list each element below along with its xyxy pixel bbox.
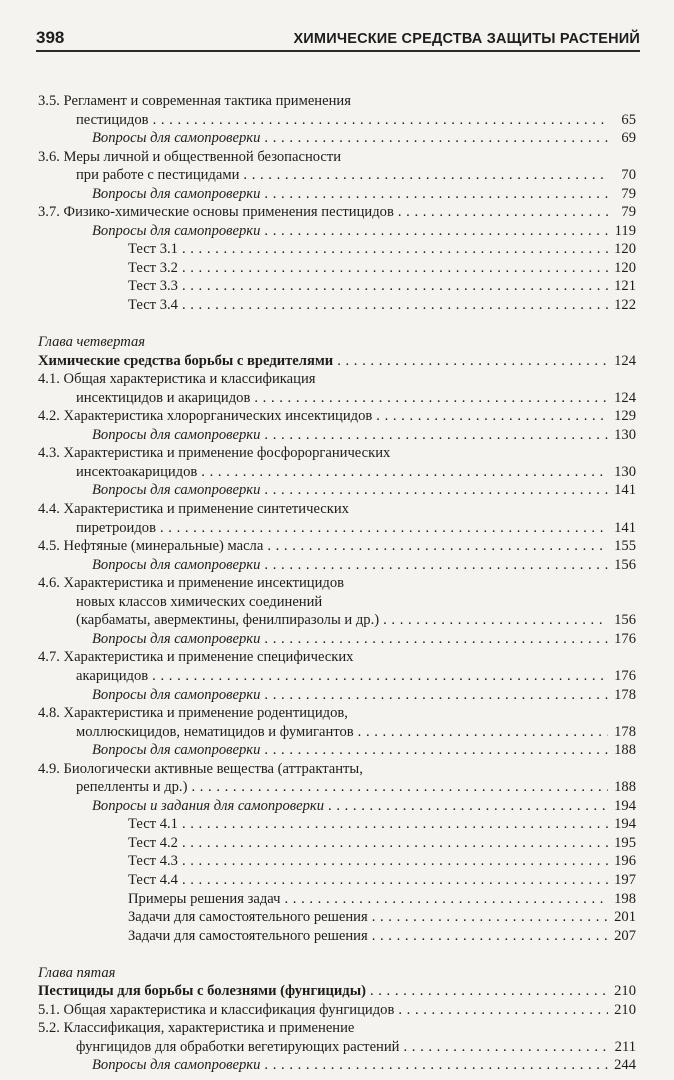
toc-entry [38,871,636,890]
toc-page-number: 197 [614,871,636,888]
toc-entry-title: Тест 4.1 [128,816,178,833]
toc-page-number: 130 [614,426,636,443]
toc-entry-title: инсектицидов и акарицидов [76,389,251,406]
toc-entry-title: 5.2. Классификация, характеристика и применение [38,1020,355,1037]
toc-entry [38,611,636,630]
toc-entry-title: Тест 3.3 [128,278,178,295]
toc-entry [38,1056,636,1075]
toc-leader-dots [264,185,608,204]
toc-page-number: 124 [614,389,636,406]
toc-leader-dots [383,611,608,630]
toc-entry [38,964,636,983]
toc-entry-title: Задачи для самостоятельного решения [128,909,368,926]
toc-leader-dots [264,741,608,760]
toc-page-number: 124 [614,352,636,369]
toc-entry [38,222,636,241]
toc-entry-title: репелленты и др.) [76,779,188,796]
toc-leader-dots [328,797,608,816]
toc-page-number: 188 [614,779,636,796]
toc-entry-title: моллюскицидов, нематицидов и фумигантов [76,723,354,740]
toc-entry [38,593,636,612]
toc-page-number: 141 [614,519,636,536]
toc-entry-title: новых классов химических соединений [76,593,323,610]
toc-leader-dots [201,463,608,482]
toc-leader-dots [153,111,608,130]
toc-entry-title: Глава пятая [38,964,116,981]
toc-leader-dots [398,203,608,222]
toc-entry [38,426,636,445]
toc-leader-dots [243,166,608,185]
toc-entry [38,667,636,686]
toc-page-number: 195 [614,834,636,851]
toc-page-number: 210 [614,983,636,1000]
toc-entry-title: акарицидов [76,667,149,684]
toc-page-number: 65 [621,111,636,128]
toc-entry-title: Вопросы для самопроверки [92,630,261,647]
toc-entry [38,574,636,593]
page-number: 398 [36,28,65,47]
toc-entry [38,352,636,371]
toc-leader-dots [160,519,608,538]
toc-leader-dots [182,815,608,834]
toc-page-number: 188 [614,742,636,759]
toc-page-number: 201 [614,909,636,926]
toc-entry [38,277,636,296]
toc-entry [38,852,636,871]
toc-leader-dots [182,834,608,853]
toc-leader-dots [182,871,608,890]
toc-entry [38,463,636,482]
toc-entry [38,444,636,463]
toc-entry [38,203,636,222]
toc-entry [38,723,636,742]
toc-entry [38,481,636,500]
toc-leader-dots [398,1001,608,1020]
toc-leader-dots [152,667,608,686]
toc-entry-title: Задачи для самостоятельного решения [128,927,368,944]
toc-leader-dots [254,389,608,408]
toc-entry [38,890,636,909]
toc-entry-title: Вопросы и задания для самопроверки [92,797,325,814]
toc-page-number: 178 [614,686,636,703]
toc-leader-dots [370,982,608,1001]
toc-entry [38,389,636,408]
toc-entry [38,296,636,315]
toc-entry-title: 4.3. Характеристика и применение фосфорорганических [38,445,391,462]
toc-entry-title: Тест 3.2 [128,259,178,276]
page-header [36,24,640,52]
toc-entry [38,92,636,111]
toc-entry [38,240,636,259]
toc-page-number: 155 [614,538,636,555]
toc-page-number: 141 [614,482,636,499]
toc-entry-title: 5.1. Общая характеристика и классификация фунгицидов [38,1001,395,1018]
toc-leader-dots [264,129,608,148]
toc-entry [38,129,636,148]
toc-entry-title: Вопросы для самопроверки [92,686,261,703]
toc-entry-title: Вопросы для самопроверки [92,222,261,239]
toc-page-number: 129 [614,408,636,425]
toc-entry-title: 3.5. Регламент и современная тактика применения [38,93,351,109]
toc-leader-dots [264,426,608,445]
toc-entry [38,259,636,278]
toc-entry [38,166,636,185]
toc-leader-dots [267,537,608,556]
toc-page-number: 207 [614,927,636,944]
table-of-contents [38,92,636,1075]
toc-page-number: 79 [621,185,636,202]
toc-entry [38,407,636,426]
toc-entry-title: 4.6. Характеристика и применение инсектицидов [38,575,345,592]
toc-entry-title: 4.4. Характеристика и применение синтетических [38,501,349,518]
toc-entry [38,630,636,649]
toc-entry-title: Вопросы для самопроверки [92,185,261,202]
toc-entry [38,760,636,779]
toc-entry-title: Пестициды для борьбы с болезнями (фунгициды) [38,983,366,1000]
toc-entry [38,927,636,946]
toc-leader-dots [337,352,608,371]
toc-entry-title: Тест 4.4 [128,871,178,888]
toc-entry-title: 3.6. Меры личной и общественной безопасности [38,148,342,165]
toc-leader-dots [372,908,608,927]
toc-page-number: 211 [614,1038,636,1055]
toc-page-number: 120 [614,241,636,258]
toc-page-number: 178 [614,723,636,740]
toc-entry-title: 4.9. Биологически активные вещества (аттрактанты, [38,760,363,777]
toc-leader-dots [403,1038,608,1057]
toc-entry [38,1019,636,1038]
toc-page-number: 176 [614,667,636,684]
toc-entry-title: пиретроидов [76,519,156,536]
toc-entry-title: Тест 4.2 [128,834,178,851]
toc-entry-title: 3.7. Физико-химические основы применения пестицидов [38,204,394,221]
toc-entry [38,556,636,575]
toc-entry-title: Вопросы для самопроверки [92,482,261,499]
toc-page-number: 244 [614,1057,636,1074]
toc-entry [38,148,636,167]
toc-page-number: 121 [614,278,636,295]
toc-entry [38,797,636,816]
toc-spacer [38,315,636,334]
toc-spacer [38,945,636,964]
toc-entry-title: Тест 4.3 [128,853,178,870]
toc-page-number: 70 [621,167,636,184]
toc-leader-dots [264,222,608,241]
toc-page-number: 210 [614,1001,636,1018]
toc-leader-dots [182,259,608,278]
toc-entry-title: Тест 3.4 [128,297,178,314]
toc-entry [38,741,636,760]
toc-entry [38,704,636,723]
toc-page-number: 194 [614,816,636,833]
toc-page-number: 176 [614,630,636,647]
toc-leader-dots [264,556,608,575]
toc-page-number: 156 [614,556,636,573]
toc-page-number: 120 [614,259,636,276]
toc-entry [38,815,636,834]
toc-entry-title: Вопросы для самопроверки [92,426,261,443]
toc-leader-dots [264,686,608,705]
toc-entry-title: Глава четвертая [38,334,146,351]
toc-entry-title: Химические средства борьбы с вредителями [38,352,334,369]
toc-leader-dots [284,890,608,909]
toc-entry [38,370,636,389]
toc-entry-title: при работе с пестицидами [76,167,240,184]
toc-leader-dots [191,778,608,797]
toc-entry [38,1001,636,1020]
toc-entry-title: Вопросы для самопроверки [92,130,261,147]
toc-leader-dots [264,1056,608,1075]
toc-entry-title: 4.5. Нефтяные (минеральные) масла [38,538,264,555]
toc-entry-title: 4.7. Характеристика и применение специфических [38,649,354,666]
toc-page-number: 119 [614,222,636,239]
toc-entry [38,778,636,797]
toc-page-number: 122 [614,297,636,314]
toc-entry-title: Примеры решения задач [128,890,281,907]
toc-leader-dots [264,481,608,500]
toc-leader-dots [182,296,608,315]
toc-entry-title: 4.2. Характеристика хлорорганических инсектицидов [38,408,373,425]
toc-page-number: 198 [614,890,636,907]
toc-page-number: 194 [614,797,636,814]
toc-page-number: 69 [621,130,636,147]
toc-entry-title: Тест 3.1 [128,241,178,258]
toc-page-number: 130 [614,463,636,480]
toc-entry [38,111,636,130]
toc-entry [38,500,636,519]
toc-entry [38,537,636,556]
toc-leader-dots [182,277,608,296]
toc-leader-dots [182,240,608,259]
toc-leader-dots [358,723,608,742]
toc-entry [38,519,636,538]
toc-entry-title: (карбаматы, авермектины, фенилпиразолы и др.) [76,612,380,629]
toc-entry [38,686,636,705]
toc-leader-dots [264,630,608,649]
toc-entry [38,834,636,853]
toc-entry [38,982,636,1001]
running-title: ХИМИЧЕСКИЕ СРЕДСТВА ЗАЩИТЫ РАСТЕНИЙ [293,31,640,47]
toc-entry [38,185,636,204]
toc-leader-dots [372,927,608,946]
toc-page-number: 156 [614,612,636,629]
toc-entry-title: инсектоакарицидов [76,463,198,480]
toc-entry [38,908,636,927]
toc-entry-title: Вопросы для самопроверки [92,556,261,573]
toc-page-number: 79 [621,204,636,221]
toc-entry-title: 4.1. Общая характеристика и классификация [38,371,316,388]
toc-leader-dots [376,407,608,426]
toc-entry [38,1038,636,1057]
toc-entry-title: 4.8. Характеристика и применение родентицидов, [38,705,348,722]
toc-entry-title: пестицидов [76,111,149,128]
toc-entry-title: Вопросы для самопроверки [92,742,261,759]
toc-leader-dots [182,852,608,871]
toc-entry [38,648,636,667]
toc-page-number: 196 [614,853,636,870]
toc-entry [38,333,636,352]
toc-entry-title: Вопросы для самопроверки [92,1057,261,1074]
toc-entry-title: фунгицидов для обработки вегетирующих растений [76,1038,400,1055]
